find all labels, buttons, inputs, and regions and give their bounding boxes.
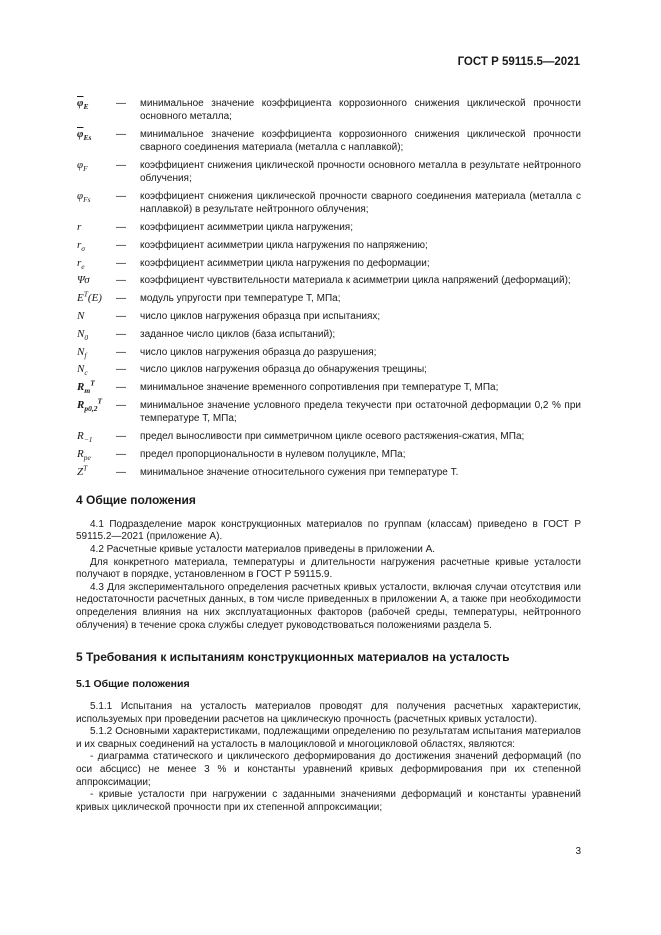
definition-row [76, 328, 581, 341]
dash: — [116, 364, 126, 376]
dash: — [116, 399, 126, 411]
paragraph: 5.1.1 Испытания на усталость материалов проводят для получения расчетных характеристик, используемых при проведении расчетов на циклическую прочность (расчетных кривых усталости). [76, 701, 581, 725]
definition-row [76, 289, 581, 305]
dash: — [116, 239, 126, 251]
definition-text: минимальное значение временного сопротивления при температуре T, МПа; [140, 382, 499, 394]
symbol: $R_{-1}$ [77, 429, 93, 445]
symbol: $\overline{\varphi}_{Es}$ [77, 128, 92, 143]
dash: — [116, 293, 126, 305]
dash: — [116, 310, 126, 322]
symbol-definitions [76, 97, 581, 479]
dash: — [116, 430, 126, 442]
definition-row [76, 378, 581, 396]
definition-text: коэффициент снижения циклической прочности сварного соединения материала (металла с наплавкой) в результате нейтронного облучения; [140, 191, 581, 216]
definition-text: модуль упругости при температуре T, МПа; [140, 293, 341, 305]
dash: — [116, 346, 126, 358]
paragraph: - диаграмма статического и циклического деформирования до достижения значений деформаций (по оси абсцисс) не менее 3 % и константы уравнений кривых деформирования при их степенной аппроксимации; [76, 751, 581, 788]
symbol: Ψσ [77, 274, 90, 287]
definition-text: коэффициент асимметрии цикла нагружения; [140, 222, 353, 233]
definition-row [76, 257, 581, 270]
subsection-5-1-title: 5.1 Общие положения [76, 678, 190, 691]
definition-text: число циклов нагружения образца до обнаружения трещины; [140, 364, 427, 376]
symbol: $r_e$ [77, 256, 85, 271]
symbol: r [77, 221, 82, 233]
symbol: $R_{pe}$ [77, 447, 91, 462]
definition-text: предел пропорциональности в нулевом полуцикле, МПа; [140, 448, 406, 460]
definition-row [76, 239, 581, 252]
section-4-title: 4 Общие положения [76, 492, 196, 507]
definition-text: минимальное значение коэффициента коррозионного снижения циклической прочности сварного соединения материала (металла с наплавкой); [140, 129, 581, 154]
dash: — [116, 257, 126, 269]
paragraph: 4.3 Для экспериментального определения расчетных кривых усталости, включая случаи отсутствия или недостаточности расчетных данных, в том числе приведенных в приложении А, а также при необходимости определения влияния на них эксплуатационных факторов (рабочей среды, температуры, нейтронного облучения) в течение срока службы следует руководствоваться положениями раздела 5. [76, 581, 581, 631]
definition-text: предел выносливости при симметричном цикле осевого растяжения-сжатия, МПа; [140, 430, 525, 442]
symbol: $r_\sigma$ [77, 238, 85, 253]
definition-row [76, 310, 581, 323]
symbol: $\overline{\varphi}_E$ [77, 97, 89, 112]
definition-row [76, 430, 581, 443]
definition-row [76, 462, 581, 479]
definition-text: заданное число циклов (база испытаний); [140, 328, 336, 340]
section-5-title: 5 Требования к испытаниям конструкционных материалов на усталость [76, 650, 510, 665]
definition-row [76, 346, 581, 359]
definition-text: минимальное значение условного предела текучести при остаточной деформации 0,2 % при температуре T, МПа; [140, 399, 581, 425]
definition-row [76, 363, 581, 376]
symbol: $R_m^T$ [77, 378, 95, 396]
doc-header: ГОСТ Р 59115.5—2021 [457, 56, 580, 68]
symbol: $E^T(E)$ [77, 289, 102, 305]
definition-text: коэффициент чувствительности материала к асимметрии цикла напряжений (деформаций); [140, 275, 571, 287]
dash: — [116, 129, 126, 140]
definition-row [76, 221, 581, 234]
definition-text: коэффициент снижения циклической прочности основного металла в результате нейтронного облучения; [140, 160, 581, 185]
dash: — [116, 382, 126, 394]
definition-row [76, 97, 581, 123]
definition-row [76, 128, 581, 154]
dash: — [116, 275, 126, 287]
dash: — [116, 466, 126, 478]
page-number: 3 [575, 846, 581, 857]
definition-text: минимальное значение коэффициента коррозионного снижения циклической прочности основного металла; [140, 98, 581, 123]
dash: — [116, 328, 126, 340]
symbol: $N_f$ [77, 345, 87, 360]
definition-text: минимальное значение относительного сужения при температуре T. [140, 466, 459, 478]
definition-row [76, 448, 581, 461]
definition-row [76, 159, 581, 185]
paragraph: - кривые усталости при нагружении с заданными значениями деформаций и константы уравнений кривых циклической прочности при их степенной аппроксимации; [76, 789, 581, 813]
dash: — [116, 98, 126, 109]
symbol: N [77, 309, 85, 322]
definition-text: коэффициент асимметрии цикла нагружения по напряжению; [140, 239, 428, 251]
definition-row [76, 190, 581, 216]
dash: — [116, 222, 126, 233]
dash: — [116, 191, 126, 202]
symbol: $Z^T$ [77, 462, 88, 478]
paragraph: Для конкретного материала, температуры и длительности нагружения расчетные кривые усталости получают в порядке, установленном в ГОСТ Р 59115.9. [76, 556, 581, 581]
symbol: $R_{p0,2}^T$ [77, 396, 103, 414]
dash: — [116, 448, 126, 460]
dash: — [116, 160, 126, 171]
definition-row [76, 396, 581, 425]
definition-text: число циклов нагружения образца при испытаниях; [140, 310, 381, 322]
definition-row [76, 274, 581, 287]
symbol: $N_0$ [77, 327, 89, 342]
symbol: $\varphi_{Fs}$ [77, 190, 91, 205]
paragraph: 4.2 Расчетные кривые усталости материалов приведены в приложении А. [90, 543, 436, 555]
definition-text: число циклов нагружения образца до разрушения; [140, 346, 377, 358]
symbol: $N_c$ [77, 363, 88, 378]
definition-text: коэффициент асимметрии цикла нагружения по деформации; [140, 257, 430, 269]
paragraph: 4.1 Подразделение марок конструкционных материалов по группам (классам) приведено в ГОСТ Р 59115.2—2021 (приложение А). [76, 518, 581, 543]
paragraph: 5.1.2 Основными характеристиками, подлежащими определению по результатам испытания материалов и их сварных соединений на усталость в малоцикловой и многоцикловой областях, являются: [76, 726, 581, 750]
symbol: $\varphi_F$ [77, 159, 88, 174]
